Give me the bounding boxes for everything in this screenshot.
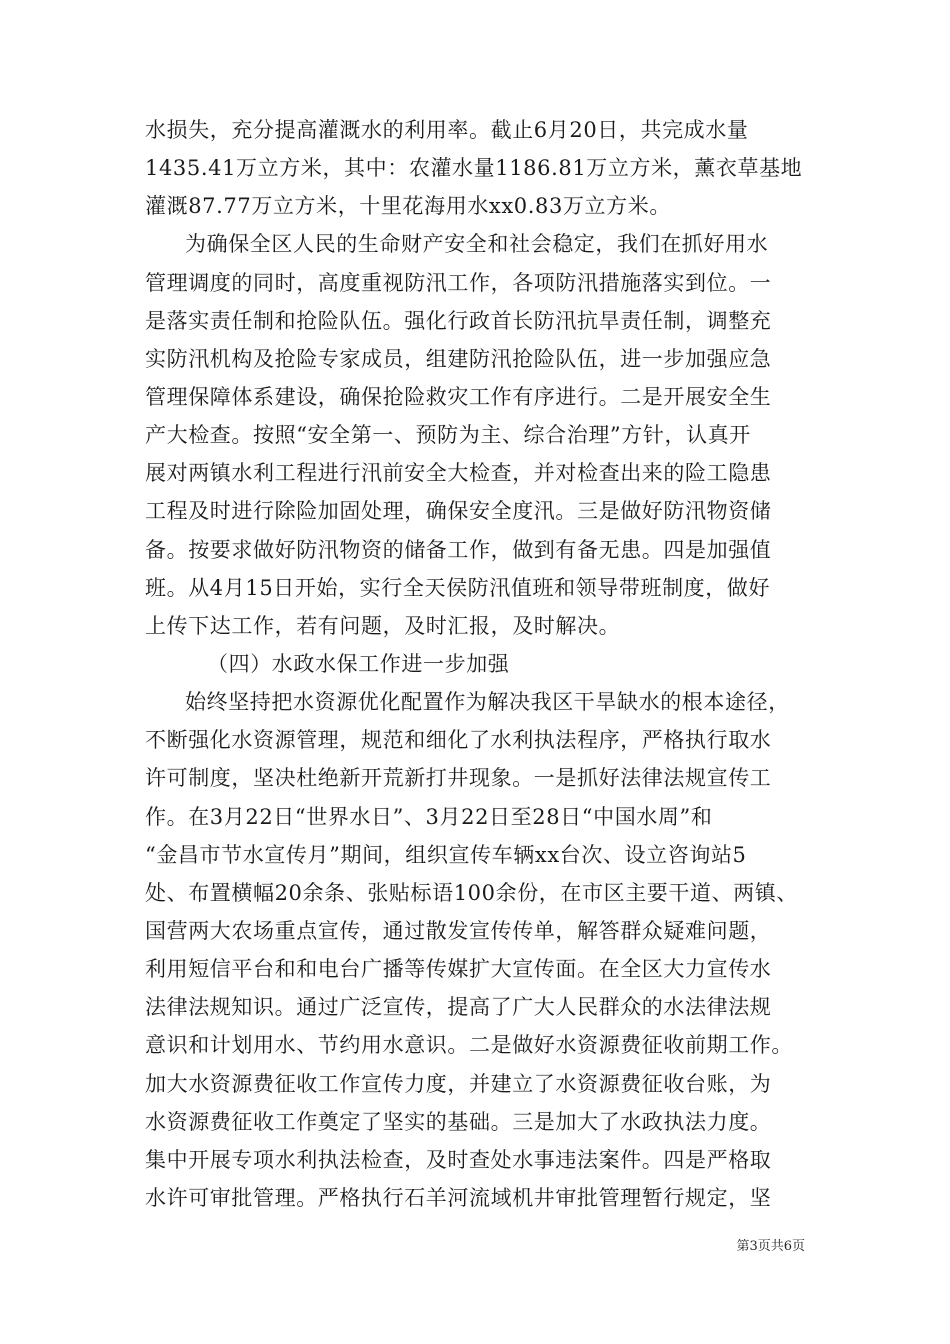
text-line: 处、布置横幅20余条、张贴标语100余份，在市区主要干道、两镇、 bbox=[145, 880, 799, 905]
text-line: 集中开展专项水利执法检查，及时查处水事违法案件。四是严格取 bbox=[145, 1147, 772, 1172]
text-line: 管理保障体系建设，确保抢险救灾工作有序进行。二是开展安全生 bbox=[145, 384, 772, 409]
text-line: 灌溉87.77万立方米，十里花海用水xx0.83万立方米。 bbox=[145, 194, 671, 219]
text-line: 实防汛机构及抢险专家成员，组建防汛抢险队伍，进一步加强应急 bbox=[145, 346, 772, 371]
text-line: 管理调度的同时，高度重视防汛工作，各项防汛措施落实到位。一 bbox=[145, 270, 772, 295]
text-line: 水许可审批管理。严格执行石羊河流域机井审批管理暂行规定，坚 bbox=[145, 1185, 772, 1210]
text-line: 利用短信平台和和电台广播等传媒扩大宣传面。在全区大力宣传水 bbox=[145, 957, 772, 982]
section-heading: （四）水政水保工作进一步加强 bbox=[207, 651, 510, 676]
text-line: 备。按要求做好防汛物资的储备工作，做到有备无患。四是加强值 bbox=[145, 537, 772, 562]
page-number-footer: 第3页共6页 bbox=[736, 1239, 805, 1254]
text-line: 加大水资源费征收工作宣传力度，并建立了水资源费征收台账，为 bbox=[145, 1071, 772, 1096]
text-line: 展对两镇水利工程进行汛前安全大检查，并对检查出来的险工隐患 bbox=[145, 461, 772, 486]
text-line: 水资源费征收工作奠定了坚实的基础。三是加大了水政执法力度。 bbox=[145, 1109, 772, 1134]
text-line: 班。从4月15日开始，实行全天侯防汛值班和领导带班制度，做好 bbox=[145, 575, 771, 600]
text-line: 1435.41万立方米，其中：农灌水量1186.81万立方米，薰衣草基地 bbox=[145, 156, 803, 181]
paragraph-start-line: 为确保全区人民的生命财产安全和社会稳定，我们在抓好用水 bbox=[185, 232, 769, 257]
body-text bbox=[145, 111, 807, 1217]
text-line: 国营两大农场重点宣传，通过散发宣传传单，解答群众疑难问题， bbox=[145, 918, 772, 943]
text-line: 意识和计划用水、节约用水意识。二是做好水资源费征收前期工作。 bbox=[145, 1033, 793, 1058]
text-line: 法律法规知识。通过广泛宣传，提高了广大人民群众的水法律法规 bbox=[145, 995, 772, 1020]
text-line: 不断强化水资源管理，规范和细化了水利执法程序，严格执行取水 bbox=[145, 728, 772, 753]
text-line: 水损失，充分提高灌溉水的利用率。截止6月20日，共完成水量 bbox=[145, 118, 749, 142]
text-line: 许可制度，坚决杜绝新开荒新打井现象。一是抓好法律法规宣传工 bbox=[145, 766, 772, 791]
text-line: 是落实责任制和抢险队伍。强化行政首长防汛抗旱责任制，调整充 bbox=[145, 308, 772, 333]
text-line: “金昌市节水宣传月”期间，组织宣传车辆xx台次、设立咨询站5 bbox=[145, 842, 747, 867]
paragraph-start-line: 始终坚持把水资源优化配置作为解决我区干旱缺水的根本途径， bbox=[185, 690, 790, 715]
text-line: 产大检查。按照“安全第一、预防为主、综合治理”方针，认真开 bbox=[145, 423, 751, 448]
text-line: 作。在3月22日“世界水日”、3月22日至28日“中国水周”和 bbox=[145, 804, 713, 829]
text-line: 上传下达工作，若有问题，及时汇报，及时解决。 bbox=[145, 613, 621, 638]
text-line: 工程及时进行除险加固处理，确保安全度汛。三是做好防汛物资储 bbox=[145, 499, 772, 524]
